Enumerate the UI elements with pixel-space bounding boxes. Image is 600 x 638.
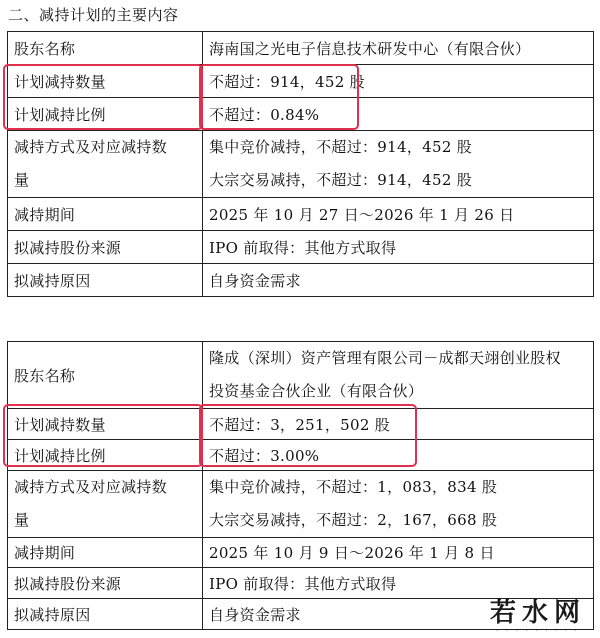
table-row-method [8, 131, 594, 198]
reason-label: 拟减持原因 [8, 599, 203, 630]
plan-ratio-label: 计划减持比例 [8, 98, 203, 131]
period-label: 减持期间 [8, 538, 203, 568]
plan-ratio-value: 不超过：3.00% [203, 440, 594, 471]
plan-quantity-value: 不超过：914，452 股 [203, 65, 594, 98]
method-label-line-1: 减持方式及对应减持数 [14, 138, 168, 156]
table-row-source [8, 568, 594, 599]
source-label: 拟减持股份来源 [8, 231, 203, 264]
method-value [203, 131, 594, 198]
table-row-source [8, 231, 594, 264]
method-label-line-2: 量 [14, 171, 30, 189]
method-label-line-2: 量 [14, 511, 30, 529]
method-label [8, 471, 203, 538]
method-value-line-2: 大宗交易减持，不超过：2，167，668 股 [209, 511, 498, 529]
method-label-line-1: 减持方式及对应减持数 [14, 478, 168, 496]
plan-quantity-label: 计划减持数量 [8, 65, 203, 98]
table-row-period [8, 538, 594, 568]
table-row-plan-quantity [8, 65, 594, 98]
source-label: 拟减持股份来源 [8, 568, 203, 599]
reason-label: 拟减持原因 [8, 264, 203, 297]
period-value: 2025 年 10 月 27 日～2026 年 1 月 26 日 [203, 198, 594, 231]
source-value: IPO 前取得：其他方式取得 [203, 568, 594, 599]
method-value-line-1: 集中竞价减持，不超过：914，452 股 [209, 138, 473, 156]
table-row-plan-ratio [8, 440, 594, 471]
plan-quantity-value: 不超过：3，251，502 股 [203, 409, 594, 440]
source-value: IPO 前取得：其他方式取得 [203, 231, 594, 264]
method-value [203, 471, 594, 538]
method-value-line-1: 集中竞价减持，不超过：1，083，834 股 [209, 478, 498, 496]
table-row-method [8, 471, 594, 538]
watermark-subtext-decoration: · · · · · · · · · [496, 628, 580, 635]
shareholder-value-line-1: 隆成（深圳）资产管理有限公司－成都天翊创业股权 [209, 349, 561, 367]
table-row-shareholder [8, 342, 594, 409]
watermark-text: 若水网 [489, 598, 586, 628]
plan-quantity-label: 计划减持数量 [8, 409, 203, 440]
reason-value: 自身资金需求 [203, 264, 594, 297]
shareholder-value [203, 342, 594, 409]
table-row-period [8, 198, 594, 231]
watermark-logo [490, 598, 586, 636]
table-row-reason [8, 264, 594, 297]
method-value-line-2: 大宗交易减持，不超过：914，452 股 [209, 171, 473, 189]
shareholder-label: 股东名称 [8, 32, 203, 65]
method-label [8, 131, 203, 198]
plan-ratio-value: 不超过：0.84% [203, 98, 594, 131]
reduction-plan-table-2 [7, 341, 594, 630]
period-label: 减持期间 [8, 198, 203, 231]
shareholder-label: 股东名称 [8, 342, 203, 409]
table-row-shareholder [8, 32, 594, 65]
table-row-plan-quantity [8, 409, 594, 440]
plan-ratio-label: 计划减持比例 [8, 440, 203, 471]
shareholder-value: 海南国之光电子信息技术研发中心（有限合伙） [203, 32, 594, 65]
table-row-plan-ratio [8, 98, 594, 131]
reason-value: 自身资金需求 [203, 599, 594, 630]
period-value: 2025 年 10 月 9 日～2026 年 1 月 8 日 [203, 538, 594, 568]
shareholder-value-line-2: 投资基金合伙企业（有限合伙） [209, 382, 424, 400]
reduction-plan-table-1 [7, 31, 594, 297]
section-heading: 二、减持计划的主要内容 [8, 6, 179, 24]
